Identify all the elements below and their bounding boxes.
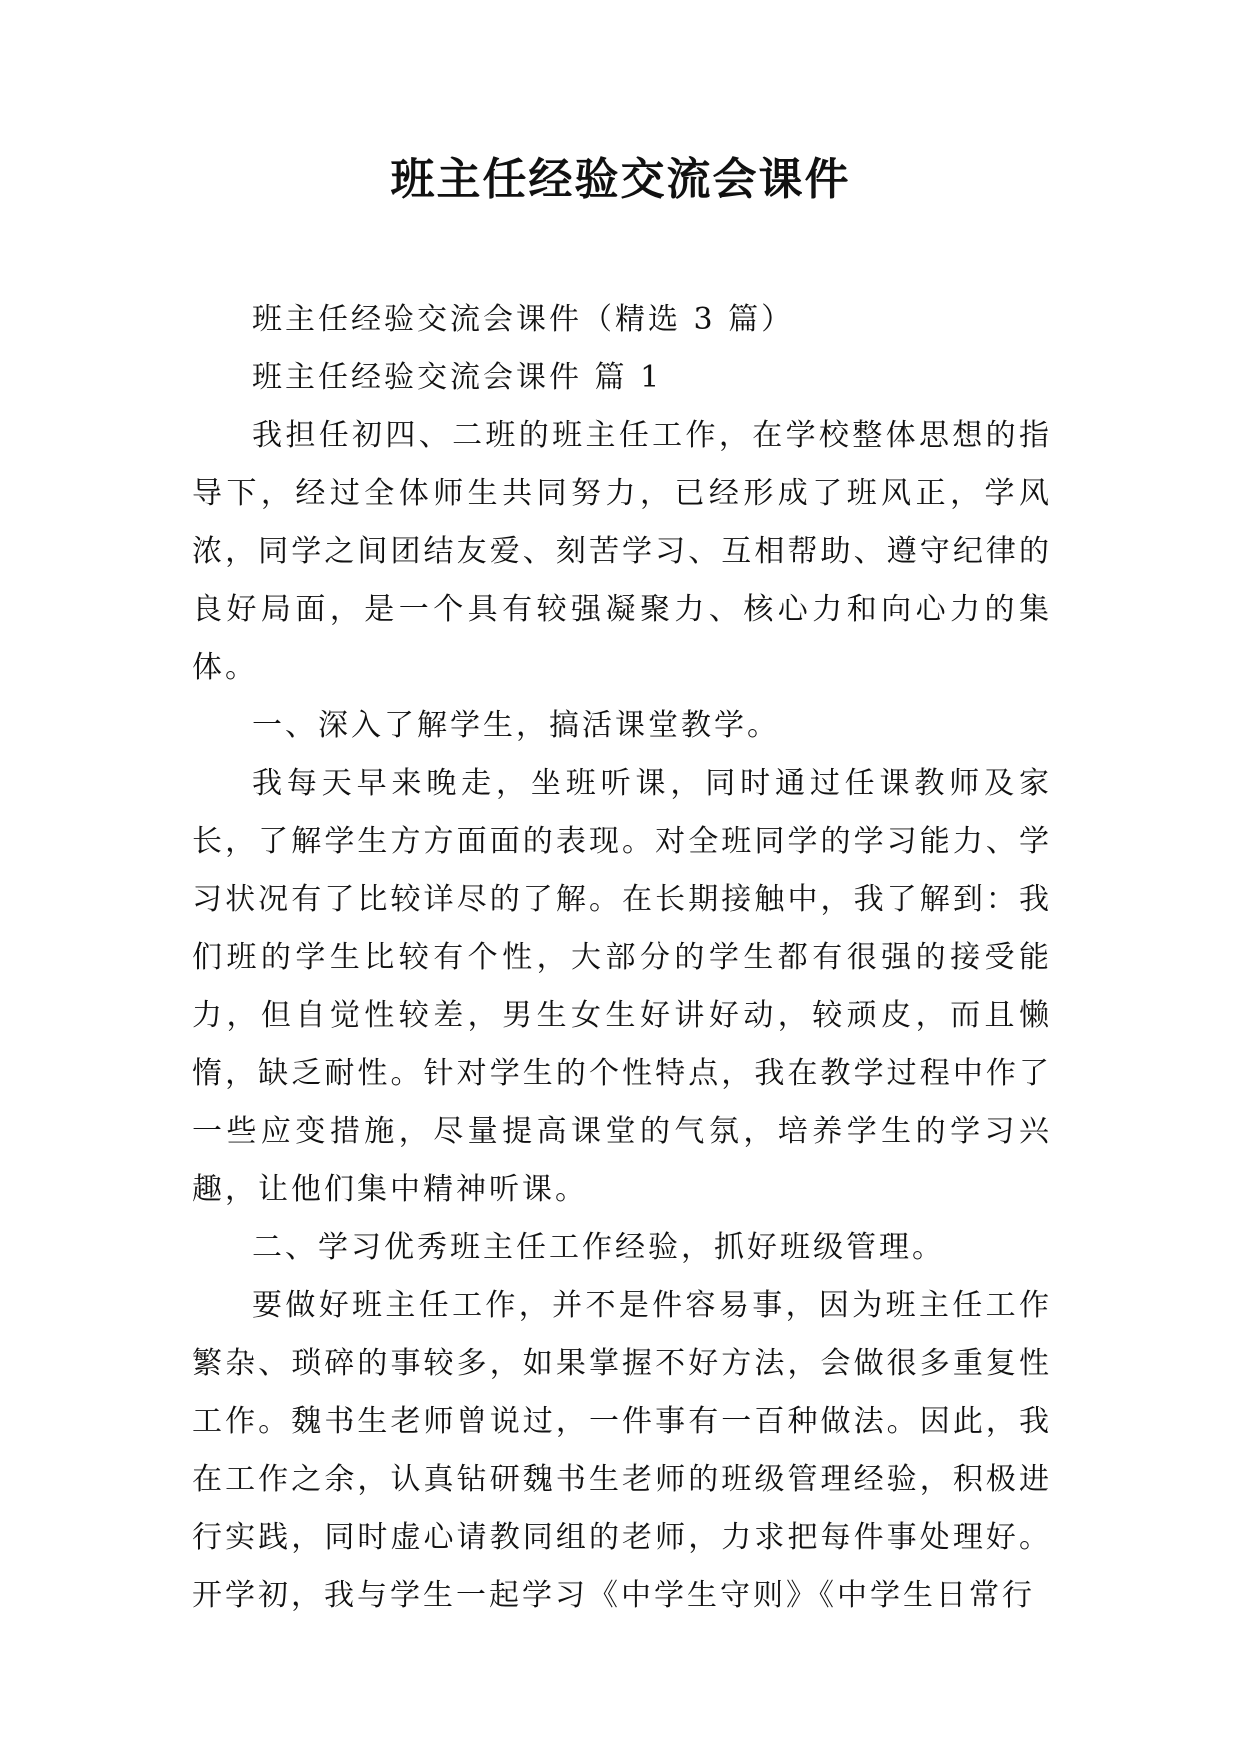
section-heading: 班主任经验交流会课件 篇 1 — [252, 360, 663, 395]
section-heading: 一、深入了解学生，搞活课堂教学。 — [252, 708, 780, 743]
section-heading: 二、学习优秀班主任工作经验，抓好班级管理。 — [252, 1230, 945, 1265]
body-paragraph: 要做好班主任工作，并不是件容易事，因为班主任工作繁杂、琐碎的事较多，如果掌握不好方法，会做很多重复性工作。魏书生老师曾说过，一件事有一百种做法。因此，我在工作之余，认真钻研魏书生老师的班级管理经验，积极进行实践，同时虚心请教同组的老师，力求把每件事处理好。开学初，我与学生一起学习《中学生守则》《中学生日常行 — [192, 1288, 1052, 1613]
body-paragraph: 我担任初四、二班的班主任工作，在学校整体思想的指导下，经过全体师生共同努力，已经形成了班风正，学风浓，同学之间团结友爱、刻苦学习、互相帮助、遵守纪律的良好局面，是一个具有较强凝聚力、核心力和向心力的集体。 — [192, 418, 1052, 685]
subtitle-paragraph: 班主任经验交流会课件（精选 3 篇） — [252, 302, 795, 337]
document-title: 班主任经验交流会课件 — [390, 154, 851, 205]
body-paragraph: 我每天早来晚走，坐班听课，同时通过任课教师及家长，了解学生方方面面的表现。对全班同学的学习能力、学习状况有了比较详尽的了解。在长期接触中，我了解到：我们班的学生比较有个性，大部分的学生都有很强的接受能力，但自觉性较差，男生女生好讲好动，较顽皮，而且懒惰，缺乏耐性。针对学生的个性特点，我在教学过程中作了一些应变措施，尽量提高课堂的气氛，培养学生的学习兴趣，让他们集中精神听课。 — [192, 766, 1052, 1207]
document-body — [192, 291, 1052, 1625]
